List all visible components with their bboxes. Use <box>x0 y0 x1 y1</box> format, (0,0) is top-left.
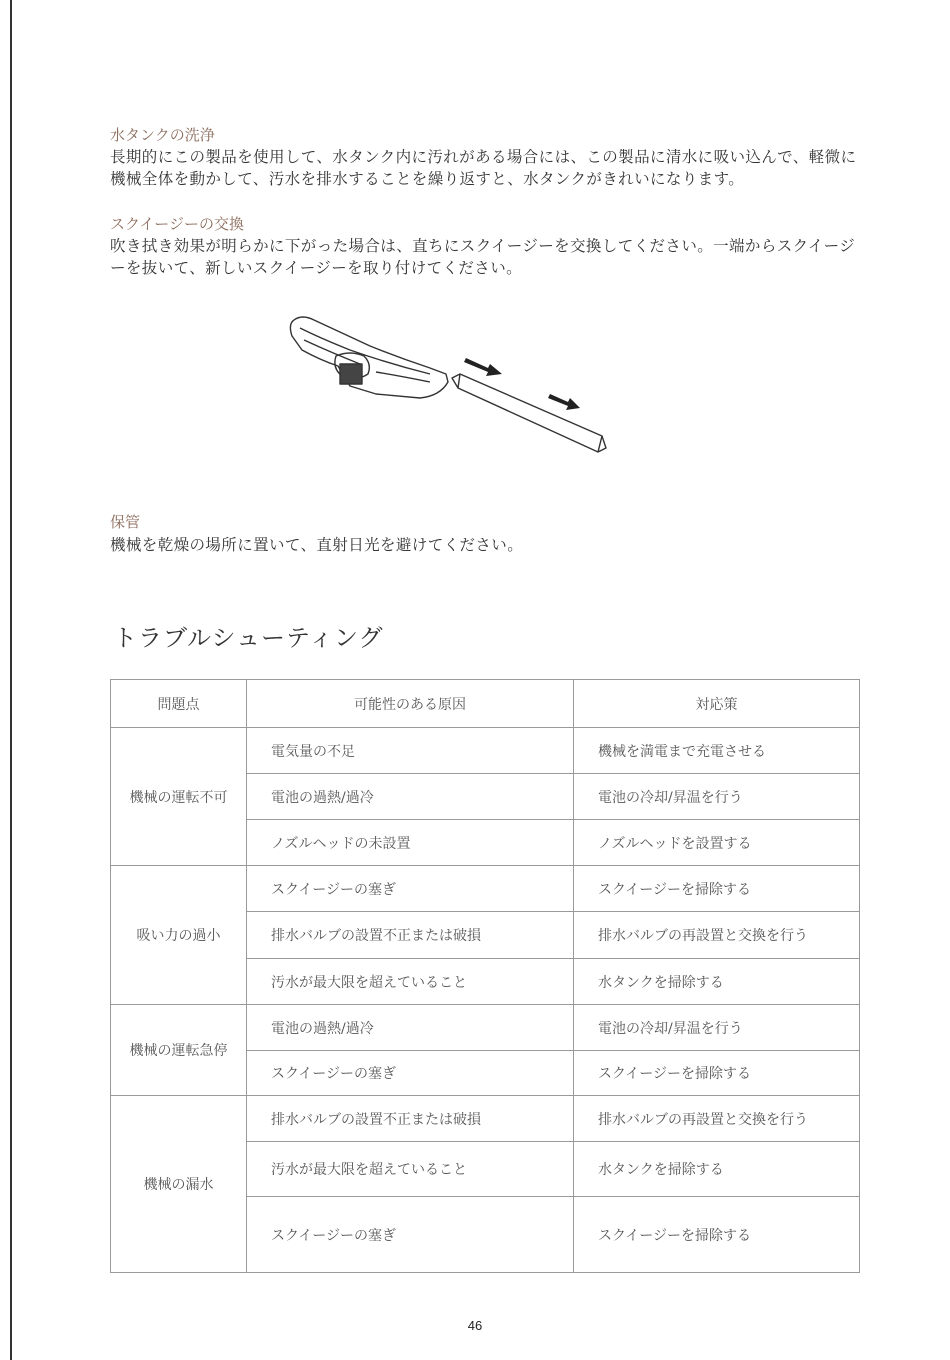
table-row <box>111 1005 860 1051</box>
remedy-cell: 電池の冷却/昇温を行う <box>574 1005 860 1051</box>
remedy-cell: スクイージーを掃除する <box>574 1051 860 1096</box>
header-cause: 可能性のある原因 <box>247 680 574 728</box>
section-text-squeegee-replace: 吹き拭き効果が明らかに下がった場合は、直ちにスクイージーを交換してください。一端からスクイージーを抜いて、新しいスクイージーを取り付けてください。 <box>110 237 856 277</box>
cause-cell: スクイージーの塞ぎ <box>247 1197 574 1273</box>
remedy-cell: 機械を満電まで充電させる <box>574 728 860 774</box>
problem-cell: 機械の運転急停 <box>111 1005 247 1096</box>
table-row <box>111 728 860 774</box>
troubleshooting-title: トラブルシューティング <box>113 624 384 652</box>
problem-cell: 機械の運転不可 <box>111 728 247 866</box>
cause-cell: 電池の過熱/過冷 <box>247 1005 574 1051</box>
remedy-cell: 水タンクを掃除する <box>574 1142 860 1197</box>
cause-cell: 排水バルブの設置不正または破損 <box>247 912 574 959</box>
header-problem: 問題点 <box>111 680 247 728</box>
remedy-cell: スクイージーを掃除する <box>574 866 860 912</box>
cause-cell: スクイージーの塞ぎ <box>247 1051 574 1096</box>
remedy-cell: 排水バルブの再設置と交換を行う <box>574 1096 860 1142</box>
remedy-cell: 排水バルブの再設置と交換を行う <box>574 912 860 959</box>
table-header-row <box>111 680 860 728</box>
cause-cell: スクイージーの塞ぎ <box>247 866 574 912</box>
cause-cell: 汚水が最大限を超えていること <box>247 1142 574 1197</box>
cause-cell: 電気量の不足 <box>247 728 574 774</box>
troubleshooting-table <box>110 679 860 1273</box>
cause-cell: 排水バルブの設置不正または破損 <box>247 1096 574 1142</box>
squeegee-replacement-illustration <box>280 302 620 462</box>
section-text-storage: 機械を乾燥の場所に置いて、直射日光を避けてください。 <box>110 536 524 554</box>
page-number: 46 <box>467 1318 483 1333</box>
problem-cell: 機械の漏水 <box>111 1096 247 1273</box>
cause-cell: 汚水が最大限を超えていること <box>247 959 574 1005</box>
section-heading-storage: 保管 <box>110 513 141 531</box>
problem-cell: 吸い力の過小 <box>111 866 247 1005</box>
cause-cell: ノズルヘッドの未設置 <box>247 820 574 866</box>
section-text-tank-cleaning: 長期的にこの製品を使用して、水タンク内に汚れがある場合には、この製品に清水に吸い込んで、軽微に機械全体を動かして、汚水を排水することを繰り返すと、水タンクがきれいになります。 <box>110 148 857 188</box>
header-remedy: 対応策 <box>574 680 860 728</box>
remedy-cell: ノズルヘッドを設置する <box>574 820 860 866</box>
table-row <box>111 866 860 912</box>
left-margin-rule <box>10 0 12 1360</box>
section-heading-tank-cleaning: 水タンクの洗浄 <box>110 126 215 144</box>
remedy-cell: 電池の冷却/昇温を行う <box>574 774 860 820</box>
table-row <box>111 1096 860 1142</box>
cause-cell: 電池の過熱/過冷 <box>247 774 574 820</box>
section-heading-squeegee-replace: スクイージーの交換 <box>110 215 244 233</box>
remedy-cell: 水タンクを掃除する <box>574 959 860 1005</box>
remedy-cell: スクイージーを掃除する <box>574 1197 860 1273</box>
